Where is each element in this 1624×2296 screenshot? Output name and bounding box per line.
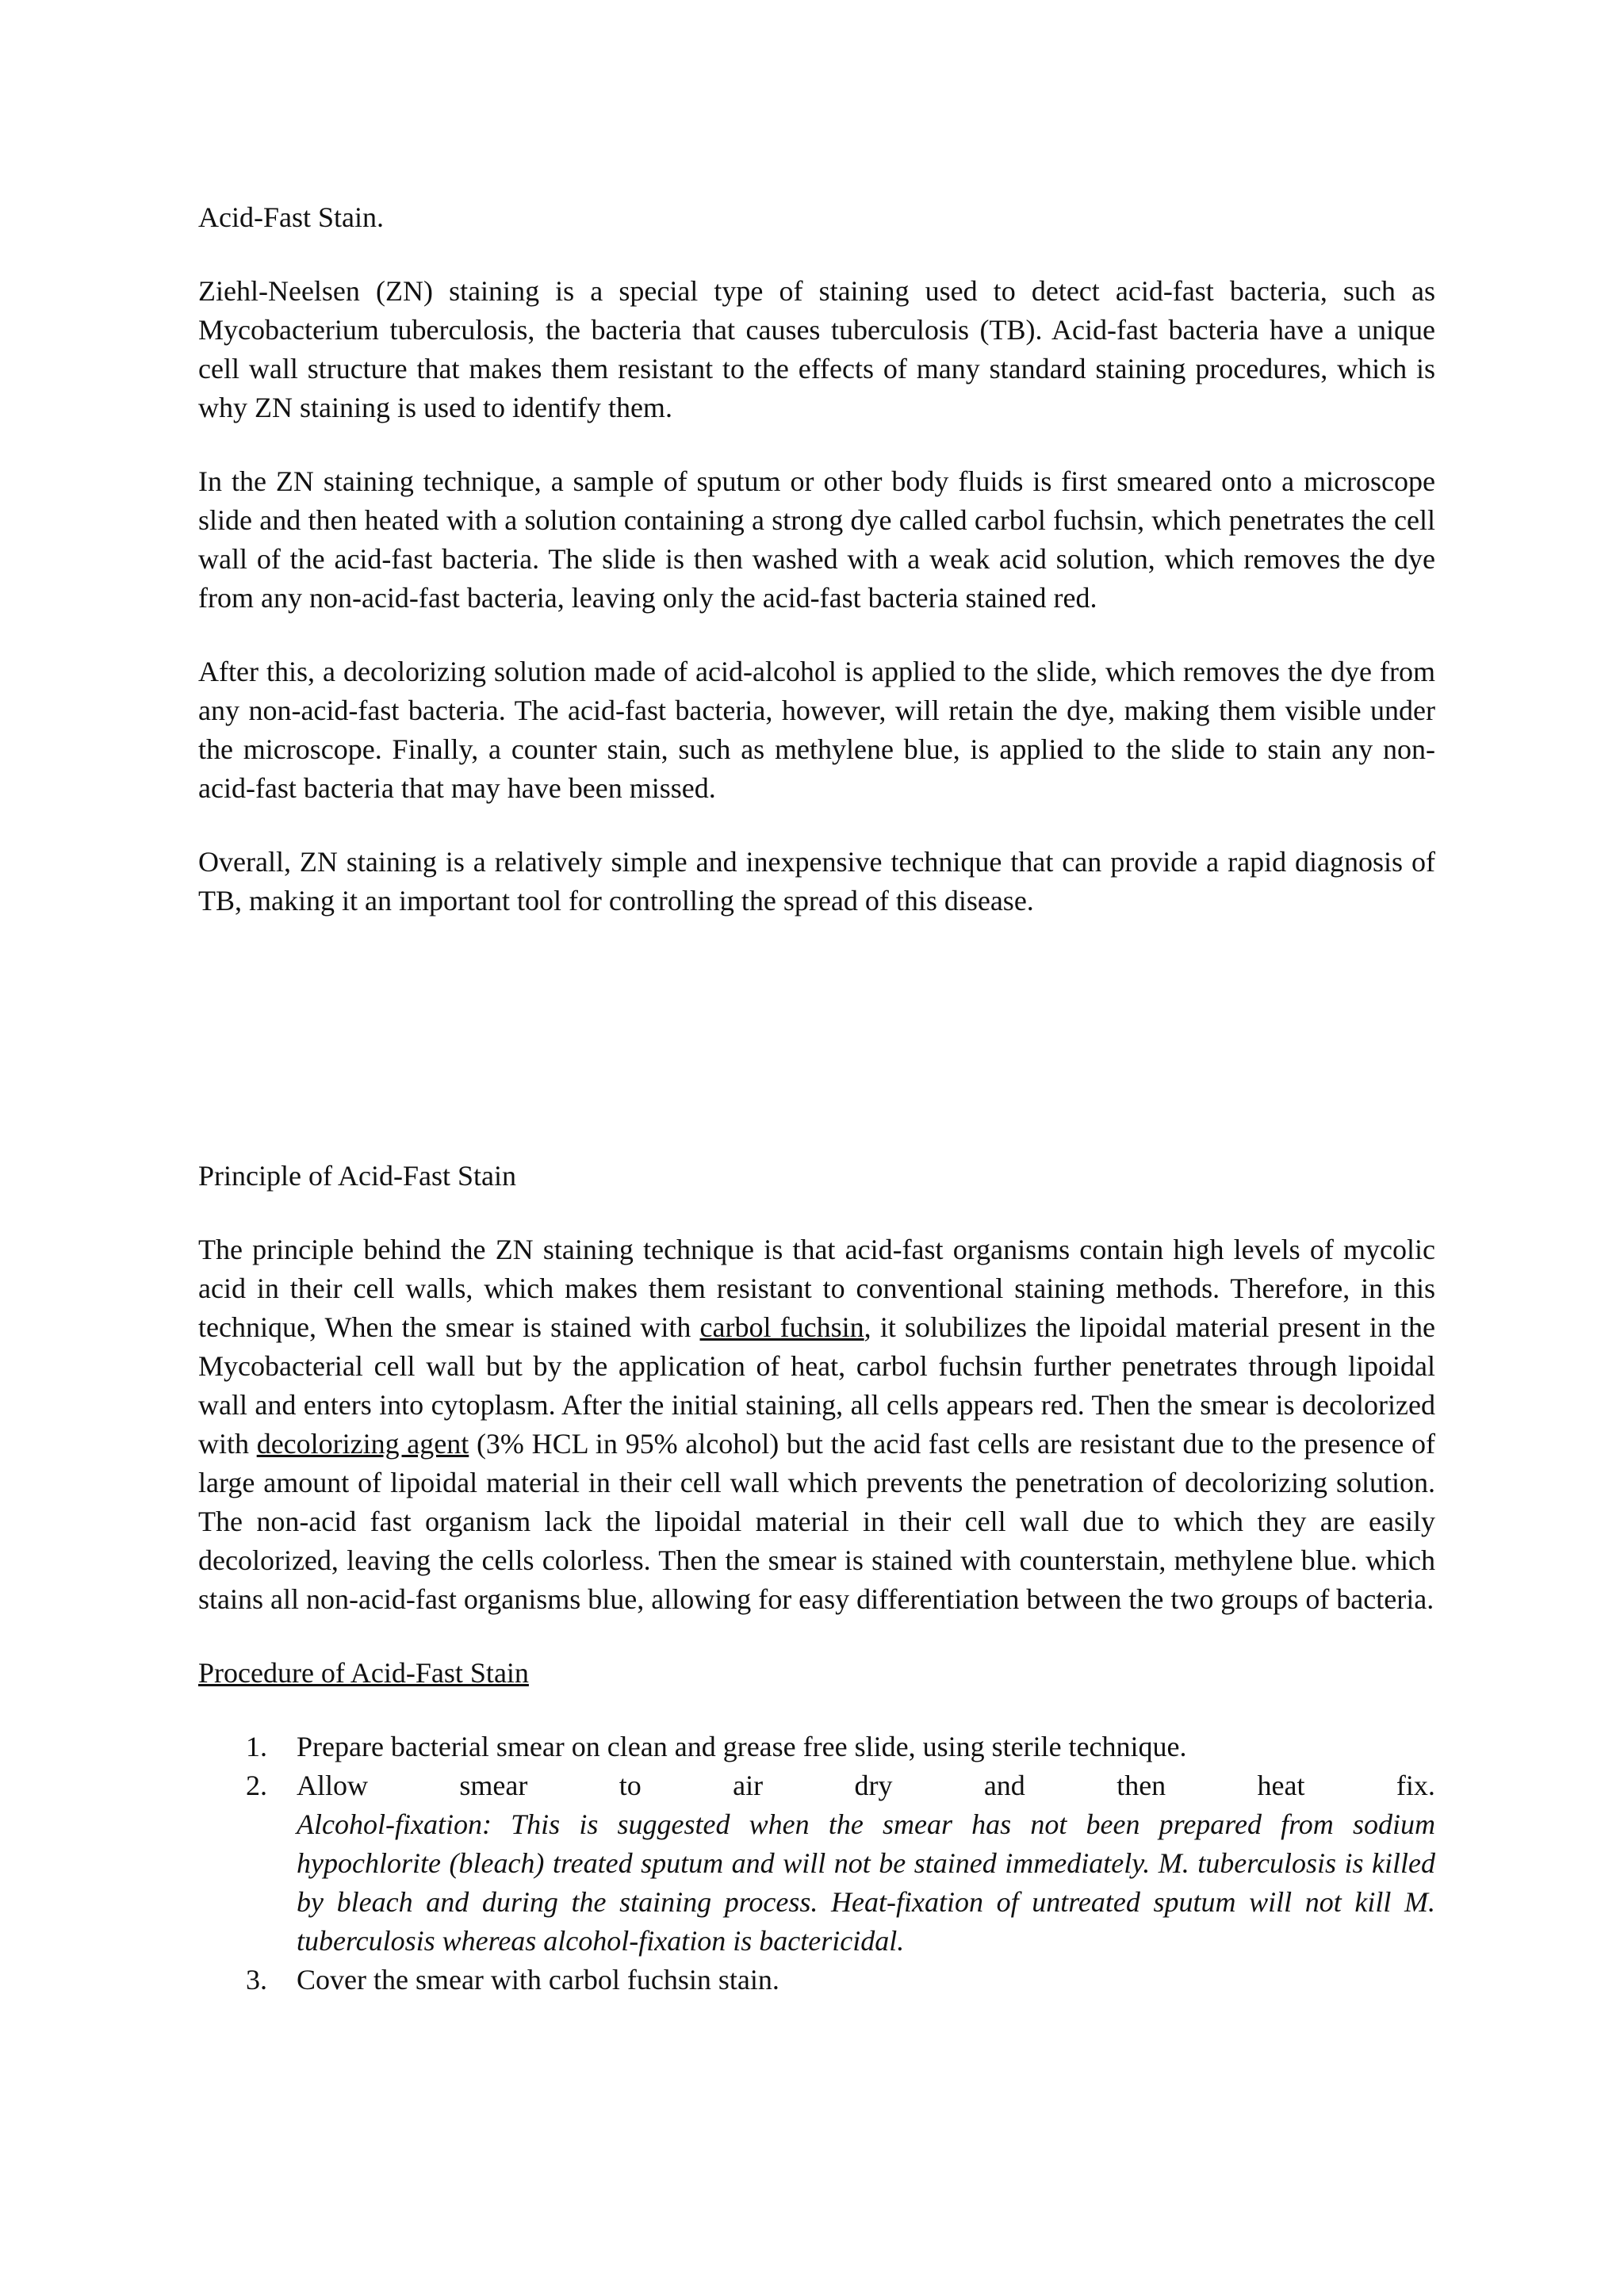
principle-text-3: (3% HCL in 95% alcohol) but the acid fast cells are resistant due to the presence of large amount of lipoidal material in their cell wall which prevents the penetration of decolorizing solution. The non-acid fast organism lack the lipoidal material in their cell wall due to which they are easily decolorized, leaving the cells colorless. Then the smear is stained with counterstain, methylene blue. which stains all non-acid-fast organisms blue, allowing for easy differentiation between the two groups of bacteria. bbox=[198, 1428, 1436, 1615]
step-text: Prepare bacterial smear on clean and grease free slide, using sterile technique. bbox=[297, 1731, 1187, 1762]
decolorizing-paragraph: After this, a decolorizing solution made of acid-alcohol is applied to the slide, which removes the dye from any non-acid-fast bacteria. The acid-fast bacteria, however, will retain the dye, making them visible under the microscope. Finally, a counter stain, such as methylene blue, is applied to the slide to stain any non-acid-fast bacteria that may have been missed. bbox=[198, 656, 1435, 804]
procedure-steps-list bbox=[198, 1728, 1435, 1999]
document-page bbox=[198, 198, 1435, 1999]
principle-text-2: , it solubilizes the lipoidal material present in the Mycobacterial cell wall but by the application of heat, carbol fuchsin further penetrates through lipoidal wall and enters into cytoplasm. After the initial staining, all cells appears red. Then the smear is decolorized with bbox=[198, 1311, 1435, 1460]
step-word: smear bbox=[459, 1770, 528, 1801]
step-word: Allow bbox=[297, 1770, 368, 1801]
step-text-spread bbox=[297, 1766, 1435, 1805]
step-word: heat bbox=[1257, 1770, 1305, 1801]
step-text: Cover the smear with carbol fuchsin stain. bbox=[297, 1964, 779, 1996]
principle-text-1: The principle behind the ZN staining technique is that acid-fast organisms contain high levels of mycolic acid in their cell walls, which makes them resistant to conventional staining methods. Therefore, in this technique, When the smear is stained with bbox=[198, 1234, 1435, 1343]
list-item bbox=[198, 1961, 1435, 1999]
list-item bbox=[198, 1728, 1435, 1766]
alcohol-fixation-note: Alcohol-fixation: This is suggested when the smear has not been prepared from sodium hypochlorite (bleach) treated sputum and will not be stained immediately. M. tuberculosis is killed by bleach and during the staining process. Heat-fixation of untreated sputum will not kill M. tuberculosis whereas alcohol-fixation is bactericidal. bbox=[297, 1808, 1435, 1957]
intro-paragraph: Ziehl-Neelsen (ZN) staining is a special type of staining used to detect acid-fast bacteria, such as Mycobacterium tuberculosis, the bacteria that causes tuberculosis (TB). Acid-fast bacteria have a unique cell wall structure that makes them resistant to the effects of many standard staining procedures, which is why ZN staining is used to identify them. bbox=[198, 275, 1435, 423]
step-word: and bbox=[983, 1770, 1025, 1801]
technique-paragraph: In the ZN staining technique, a sample of sputum or other body fluids is first smeared onto a microscope slide and then heated with a solution containing a strong dye called carbol fuchsin, which penetrates the cell wall of the acid-fast bacteria. The slide is then washed with a weak acid solution, which removes the dye from any non-acid-fast bacteria, leaving only the acid-fast bacteria stained red. bbox=[198, 465, 1435, 614]
step-word: then bbox=[1116, 1770, 1166, 1801]
step-word: dry bbox=[854, 1770, 893, 1801]
step-number: 3. bbox=[246, 1964, 267, 1996]
decolorizing-agent-link[interactable]: decolorizing agent bbox=[256, 1428, 469, 1460]
step-word: to bbox=[619, 1770, 642, 1801]
overall-paragraph: Overall, ZN staining is a relatively simple and inexpensive technique that can provide a rapid diagnosis of TB, making it an important tool for controlling the spread of this disease. bbox=[198, 846, 1435, 916]
step-number: 2. bbox=[246, 1770, 267, 1801]
list-item bbox=[198, 1766, 1435, 1961]
carbol-fuchsin-link[interactable]: carbol fuchsin bbox=[699, 1311, 864, 1343]
section-title-acid-fast-stain: Acid-Fast Stain. bbox=[198, 201, 384, 233]
step-number: 1. bbox=[246, 1731, 267, 1762]
section-title-procedure: Procedure of Acid-Fast Stain bbox=[198, 1657, 529, 1689]
step-word: air bbox=[733, 1770, 764, 1801]
section-title-principle: Principle of Acid-Fast Stain bbox=[198, 1160, 516, 1192]
principle-paragraph bbox=[198, 1230, 1435, 1619]
step-word: fix. bbox=[1396, 1770, 1435, 1801]
